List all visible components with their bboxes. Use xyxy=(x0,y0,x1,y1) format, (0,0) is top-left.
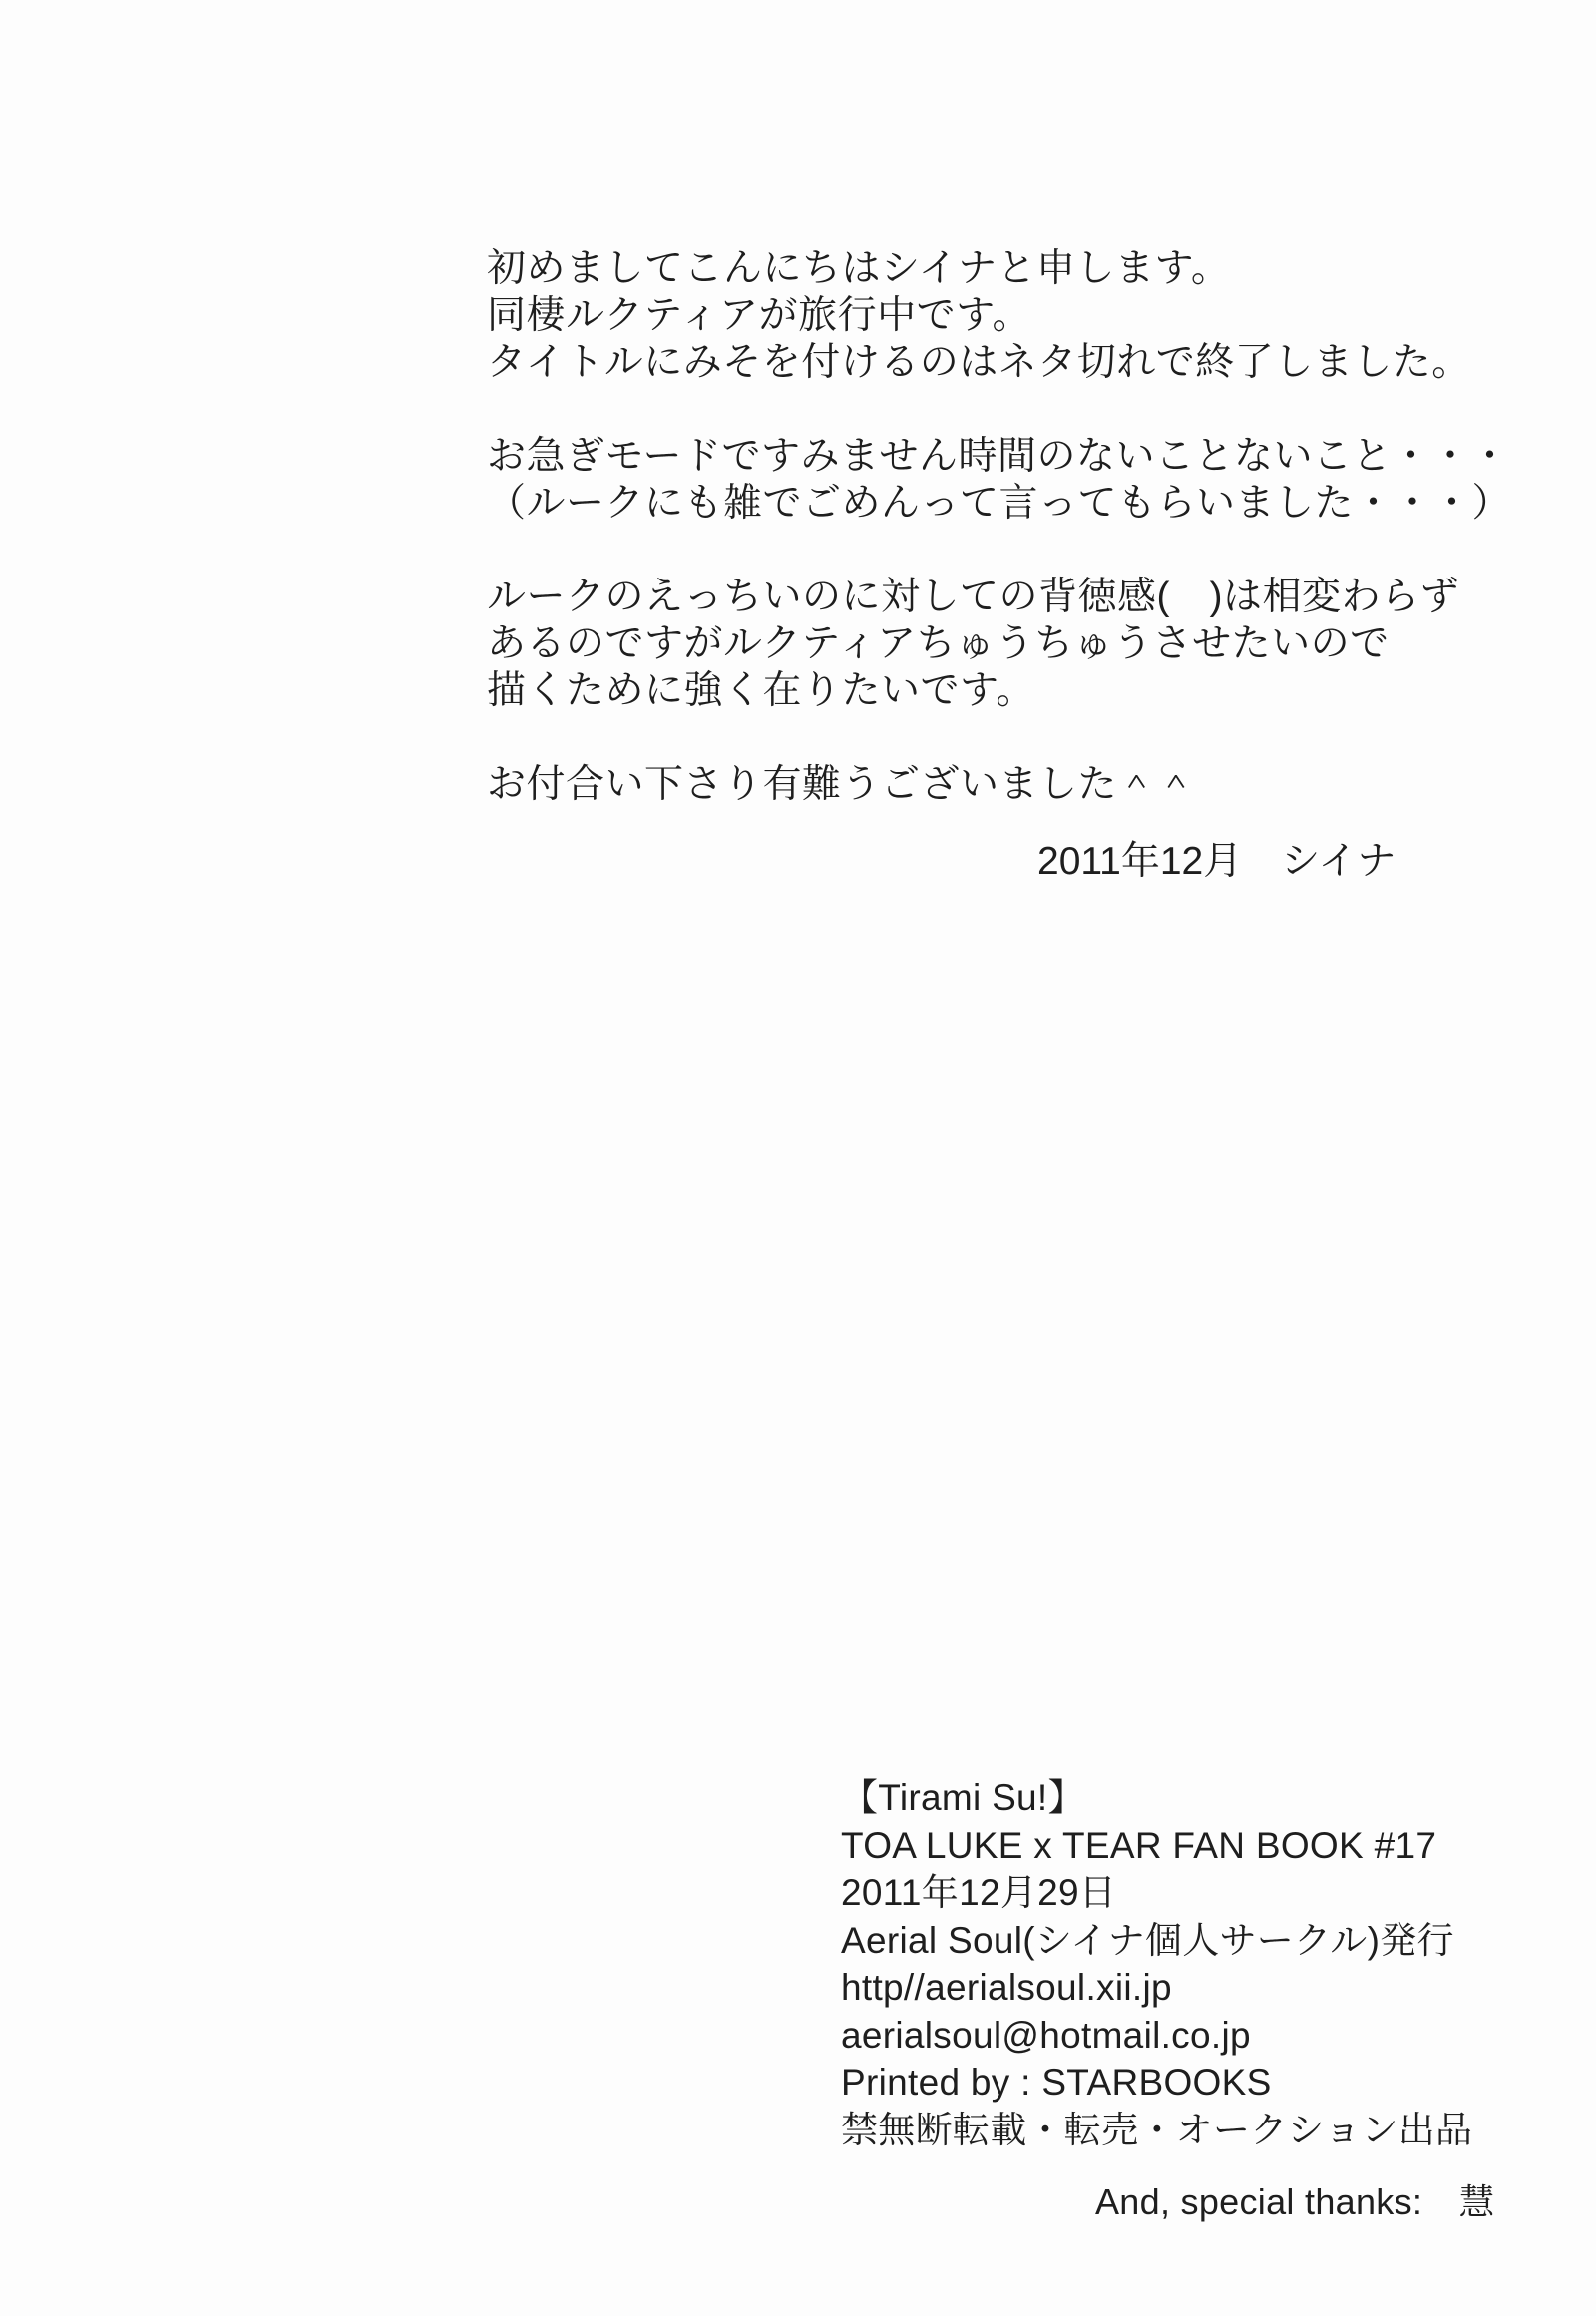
colophon-block xyxy=(841,1774,1495,2226)
colophon-publication-date: 2011年12月29日 xyxy=(841,1872,1117,1913)
afterword-line: お急ぎモードですみません時間のないことないこと・・・ xyxy=(487,435,1510,478)
colophon-copyright-notice: 禁無断転載・転売・オークション出品 xyxy=(841,2109,1473,2150)
colophon-email: aerialsoul@hotmail.co.jp xyxy=(841,2014,1251,2056)
afterword-line: お付合い下さり有難うございました＾＾ xyxy=(487,763,1197,806)
afterword-paragraph-comment xyxy=(487,574,1511,714)
afterword-line: （ルークにも雑でごめんって言ってもらいました・・・） xyxy=(487,482,1512,525)
colophon-printer: Printed by : STARBOOKS xyxy=(841,2062,1272,2103)
afterword-line: 同棲ルクティアが旅行中です。 xyxy=(487,294,1031,337)
afterword-line: タイトルにみそを付けるのはネタ切れで終了しました。 xyxy=(487,341,1471,384)
colophon-website: http//aerialsoul.xii.jp xyxy=(841,1967,1172,2008)
afterword-line: 初めましてこんにちはシイナと申します。 xyxy=(487,247,1231,290)
afterword-text-block xyxy=(487,245,1511,855)
colophon-book-title: 【Tirami Su!】 xyxy=(841,1777,1085,1818)
special-thanks-line: And, special thanks: 慧 xyxy=(1095,2181,1495,2222)
afterword-paragraph-greeting xyxy=(487,245,1511,386)
afterword-line: 描くために強く在りたいです。 xyxy=(487,669,1035,712)
afterword-line: ルークのえっちいのに対しての背徳感( )は相変わらず xyxy=(487,576,1459,618)
afterword-paragraph-apology xyxy=(487,433,1511,527)
afterword-line: あるのですがルクティアちゅうちゅうさせたいので xyxy=(487,622,1390,665)
signature-date-author: 2011年12月 シイナ xyxy=(1037,840,1396,883)
colophon-book-subtitle: TOA LUKE x TEAR FAN BOOK #17 xyxy=(841,1824,1437,1866)
afterword-paragraph-thanks xyxy=(487,761,1511,808)
colophon-publisher: Aerial Soul(シイナ個人サークル)発行 xyxy=(841,1919,1454,1961)
